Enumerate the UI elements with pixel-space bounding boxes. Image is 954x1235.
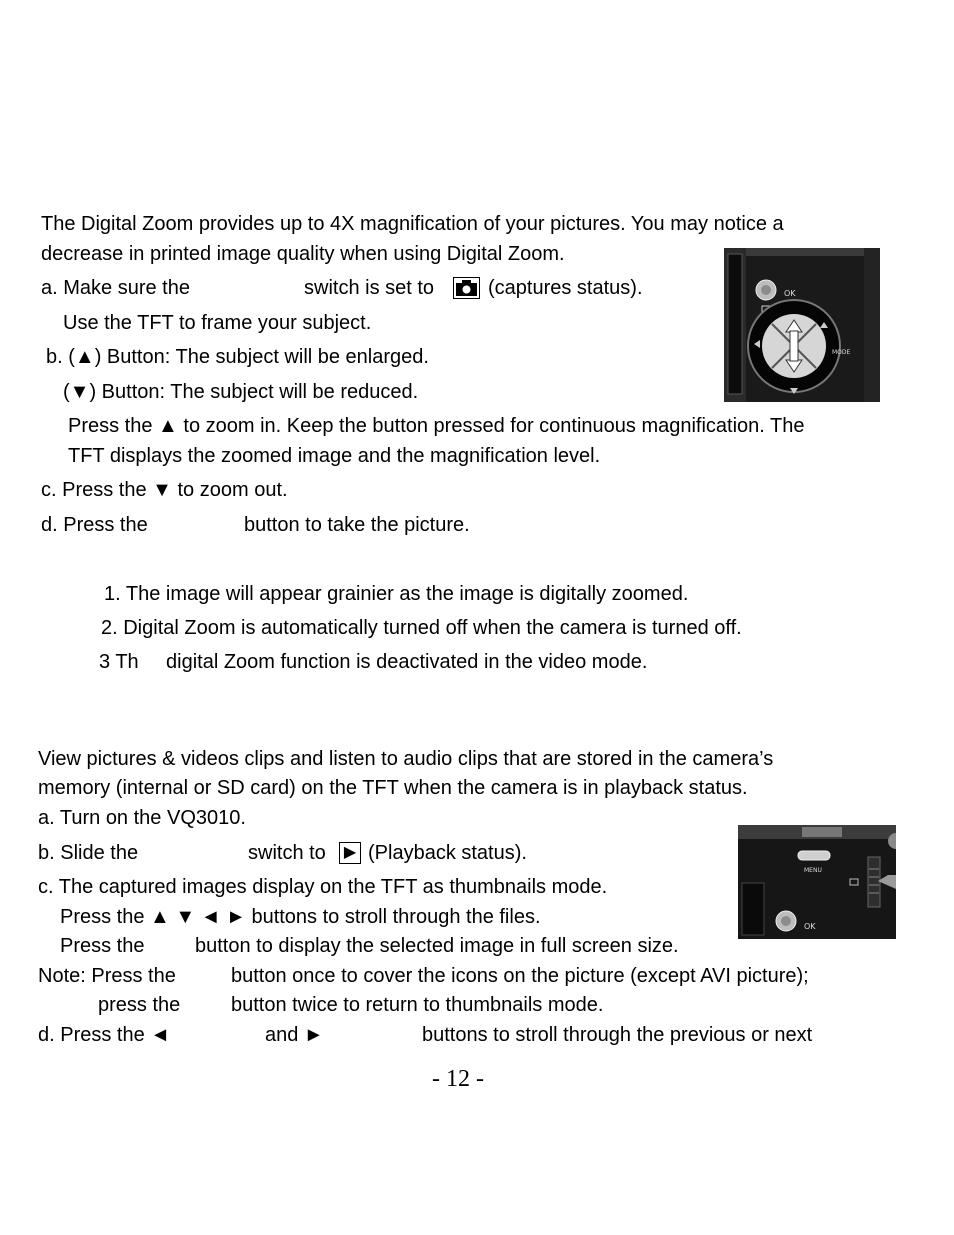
playback-intro-line-2: memory (internal or SD card) on the TFT when the camera is in playback status. xyxy=(38,777,748,799)
playback-press-line-2 xyxy=(60,934,679,958)
playback-note-line-2 xyxy=(98,993,604,1017)
zoom-step-a-middle: switch is set to xyxy=(304,277,435,299)
playback-note-line-2-suffix: button twice to return to thumbnails mode. xyxy=(231,994,604,1016)
zoom-step-c: c. Press the ▼ to zoom out. xyxy=(41,479,288,501)
zoom-step-b-down: (▼) Button: The subject will be reduced. xyxy=(63,381,419,403)
playback-note-line-1-prefix: Note: Press the xyxy=(38,965,176,987)
note-1: 1. The image will appear grainier as the image is digitally zoomed. xyxy=(104,583,689,605)
zoom-step-d-suffix: button to take the picture. xyxy=(244,514,470,536)
playback-press-line-2-suffix: button to display the selected image in full screen size. xyxy=(195,935,679,957)
zoom-step-d xyxy=(41,513,470,537)
playback-step-a: a. Turn on the VQ3010. xyxy=(38,807,246,829)
playback-step-b-middle: switch to xyxy=(248,842,326,864)
dial-ok-label: OK xyxy=(784,289,796,298)
note-3-start: 3 Th xyxy=(99,651,139,673)
note-2: 2. Digital Zoom is automatically turned off when the camera is turned off. xyxy=(101,617,742,639)
playback-step-d-prefix: d. Press the ◄ xyxy=(38,1024,171,1046)
playback-step-c: c. The captured images display on the TFT as thumbnails mode. xyxy=(38,876,608,898)
zoom-press-line-2: TFT displays the zoomed image and the magnification level. xyxy=(68,445,601,467)
playback-step-d-middle: and ► xyxy=(265,1024,324,1046)
camera-back-photo xyxy=(738,825,896,939)
zoom-press-line-1: Press the ▲ to zoom in. Keep the button pressed for continuous magnification. The xyxy=(68,415,805,437)
zoom-intro-line-1: The Digital Zoom provides up to 4X magnification of your pictures. You may notice a xyxy=(41,213,784,235)
playback-step-b-suffix: (Playback status). xyxy=(368,842,527,864)
dial-mode-label: MODE xyxy=(832,349,851,356)
playback-step-d-suffix: buttons to stroll through the previous or next xyxy=(422,1024,813,1046)
page-number: - 12 - xyxy=(432,1066,484,1092)
playback-intro-line-1: View pictures & videos clips and listen to audio clips that are stored in the camera’s xyxy=(38,748,774,770)
zoom-intro-line-2: decrease in printed image quality when using Digital Zoom. xyxy=(41,243,565,265)
playback-icon: ▶ xyxy=(339,842,361,864)
zoom-dial-photo xyxy=(724,248,880,402)
back-menu-label: MENU xyxy=(804,867,822,874)
playback-step-b xyxy=(38,841,527,865)
back-ok-label: OK xyxy=(804,922,816,931)
zoom-step-b-up: b. (▲) Button: The subject will be enlarged. xyxy=(46,346,429,368)
playback-note-line-2-prefix: press the xyxy=(98,994,181,1016)
playback-step-d xyxy=(38,1023,813,1047)
note-3-rest: digital Zoom function is deactivated in the video mode. xyxy=(166,651,648,673)
zoom-step-a-prefix: a. Make sure the xyxy=(41,277,190,299)
zoom-step-a-suffix: (captures status). xyxy=(488,277,643,299)
zoom-step-a2: Use the TFT to frame your subject. xyxy=(63,312,372,334)
zoom-step-a xyxy=(41,276,643,300)
playback-press-line-1: Press the ▲ ▼ ◄ ► buttons to stroll through the files. xyxy=(60,906,541,928)
camera-icon xyxy=(453,277,480,305)
playback-step-b-prefix: b. Slide the xyxy=(38,842,139,864)
zoom-step-d-prefix: d. Press the xyxy=(41,514,148,536)
playback-press-line-2-prefix: Press the xyxy=(60,935,145,957)
playback-note-line-1-suffix: button once to cover the icons on the picture (except AVI picture); xyxy=(231,965,809,987)
playback-note-line-1 xyxy=(38,964,809,988)
note-3 xyxy=(99,650,648,674)
